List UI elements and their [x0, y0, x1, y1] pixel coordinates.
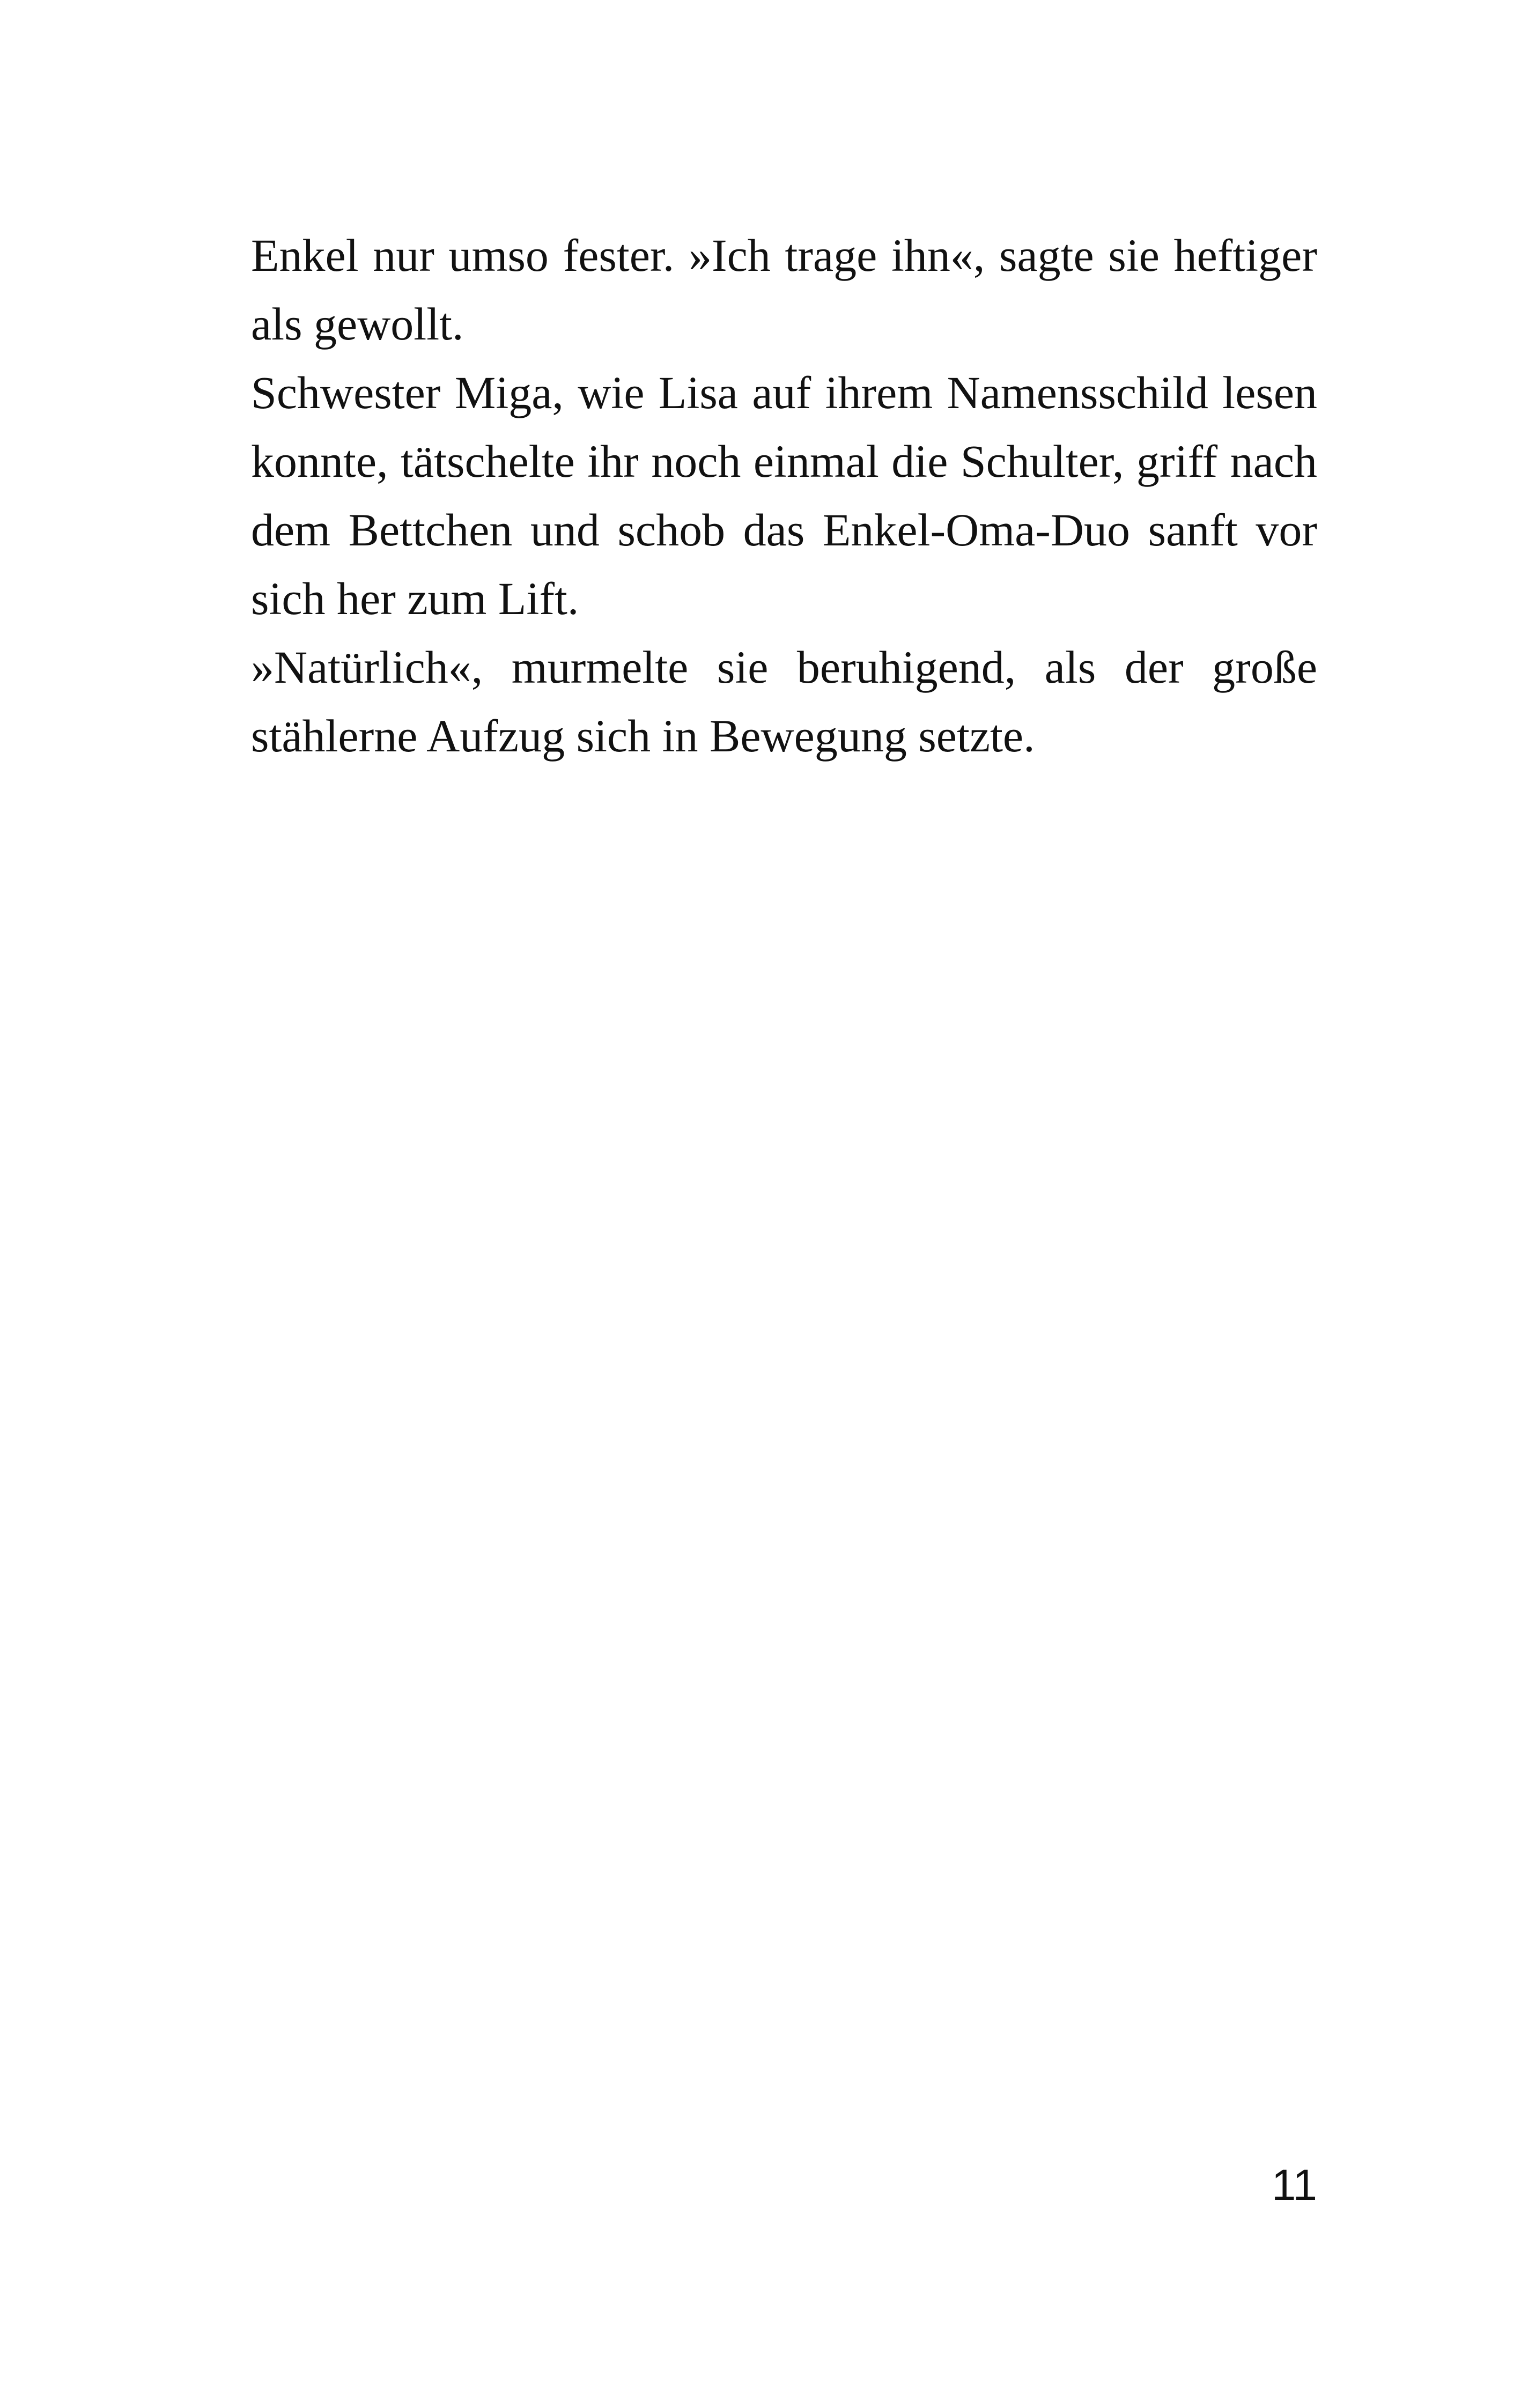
page-number: 11 — [1271, 2161, 1317, 2210]
body-text — [251, 221, 1317, 770]
paragraph-2: Schwester Miga, wie Lisa auf ihrem Namensschild lesen konnte, tätschelte ihr noch einmal die Schulter, griff nach dem Bettchen und schob das Enkel-Oma-Duo sanft vor sich her zum Lift. — [251, 367, 1317, 624]
paragraph-1: Enkel nur umso fester. »Ich trage ihn«, sagte sie heftiger als gewollt. — [251, 230, 1317, 350]
paragraph-3: »Natürlich«, murmelte sie beruhigend, als der große stählerne Aufzug sich in Bewegung setzte. — [251, 641, 1317, 762]
